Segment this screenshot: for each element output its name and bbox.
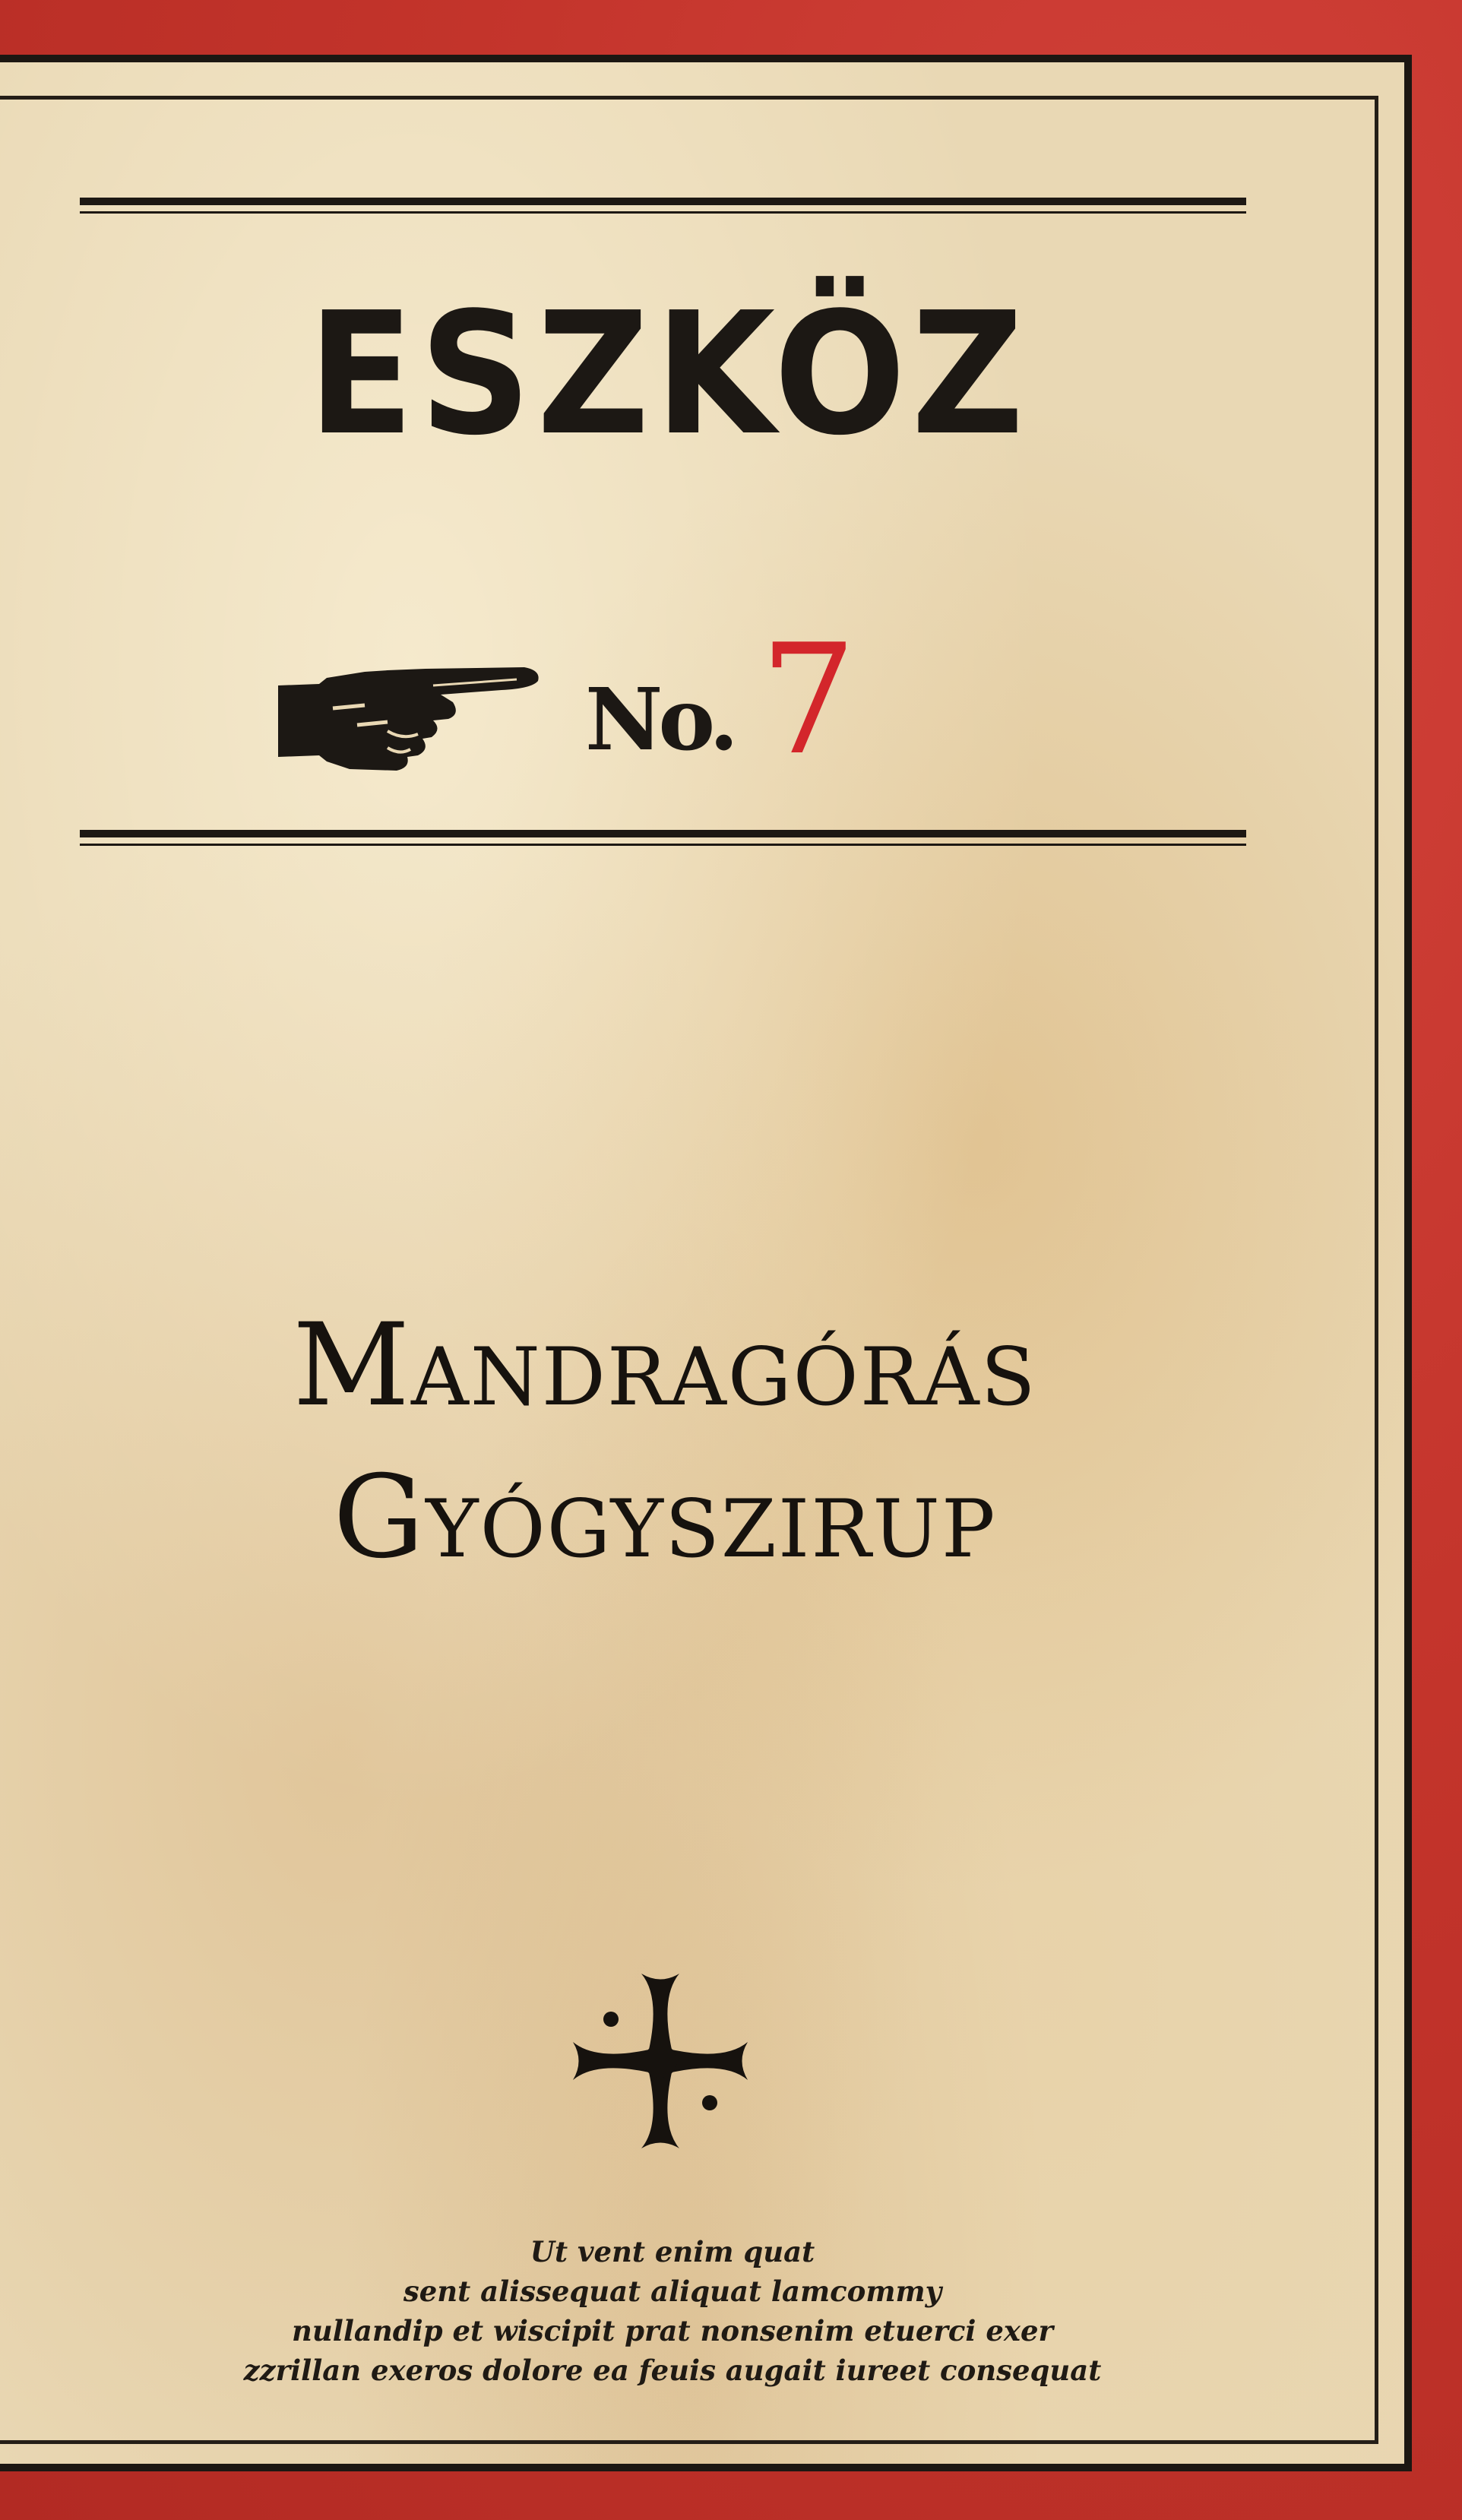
flavor-line: zzrillan exeros dolore ea feuis augait iureet consequat (243, 2354, 1102, 2387)
cross-ornament-icon (565, 1966, 755, 2156)
number-label: No. (585, 670, 735, 770)
flavor-text (0, 2232, 1360, 2390)
header-top-rule (80, 198, 1246, 205)
card-number: 7 (760, 612, 857, 789)
header-bottom-rule (80, 830, 1246, 837)
card-category-title: ESZKÖZ (308, 277, 1030, 473)
flavor-line: nullandip et wiscipit prat nonsenim etuerci exer (291, 2314, 1054, 2347)
card-number-row (274, 612, 957, 807)
card-name-line1 (0, 1300, 1345, 1432)
flavor-line: Ut vent enim quat (530, 2235, 815, 2268)
name-line1-text: Mandragórás (293, 1300, 1037, 1432)
card-name-line2 (0, 1452, 1345, 1584)
pointing-hand-icon (274, 655, 547, 784)
flavor-line: sent alissequat aliquat lamcommy (403, 2275, 942, 2308)
item-card (0, 55, 1412, 2471)
name-line2-text: Gyógyszirup (333, 1452, 997, 1584)
